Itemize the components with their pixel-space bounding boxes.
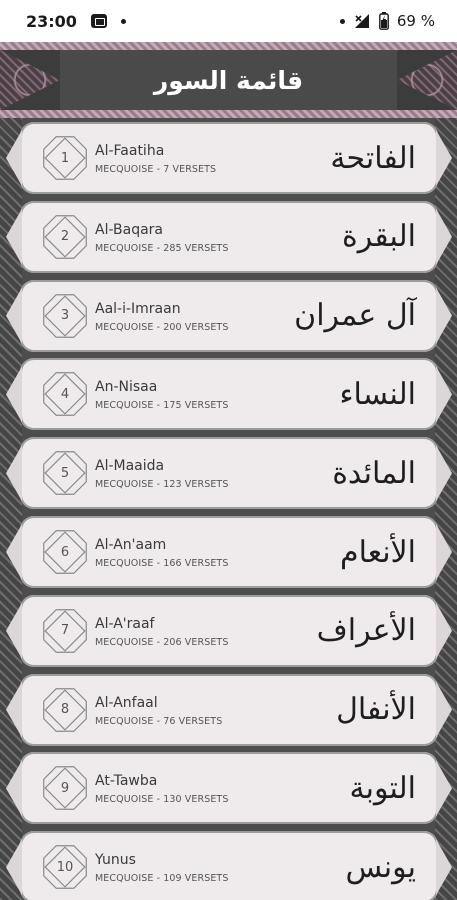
surah-meta: MECQUOISE - 206 VERSETS: [95, 636, 229, 648]
surah-transliterated-name: Al-Faatiha: [95, 143, 165, 159]
surah-number: 5: [60, 465, 70, 481]
surah-meta: MECQUOISE - 76 VERSETS: [95, 715, 223, 727]
surah-number-badge: [40, 369, 90, 419]
surah-arabic-name: المائدة: [332, 455, 416, 491]
surah-number-badge: [40, 448, 90, 498]
surah-list-item[interactable]: [20, 358, 438, 430]
status-time: 23:00: [26, 11, 77, 31]
page-title: قائمة السور: [60, 50, 397, 110]
surah-list-item[interactable]: [20, 752, 438, 824]
surah-number: 8: [60, 702, 70, 718]
surah-meta: MECQUOISE - 200 VERSETS: [95, 321, 229, 333]
surah-number: 6: [60, 544, 70, 560]
battery-percent: 69 %: [396, 12, 435, 30]
surah-number-badge: [40, 842, 90, 892]
header-ornament-right: [397, 50, 457, 110]
surah-number: 1: [60, 150, 70, 166]
surah-number-badge: [40, 606, 90, 656]
signal-icon: [353, 13, 371, 29]
surah-number: 10: [56, 859, 74, 875]
surah-meta: MECQUOISE - 130 VERSETS: [95, 794, 229, 806]
surah-meta: MECQUOISE - 123 VERSETS: [95, 479, 229, 491]
surah-list[interactable]: [0, 118, 457, 900]
surah-transliterated-name: Al-Maaida: [95, 458, 165, 475]
surah-transliterated-name: Al-A'raaf: [95, 615, 155, 632]
surah-list-item[interactable]: [20, 122, 438, 194]
surah-arabic-name: الفاتحة: [330, 140, 416, 176]
surah-transliterated-name: Al-An'aam: [95, 537, 167, 553]
surah-arabic-name: يونس: [345, 849, 416, 885]
surah-meta: MECQUOISE - 166 VERSETS: [95, 558, 229, 569]
surah-meta: MECQUOISE - 175 VERSETS: [95, 400, 229, 412]
surah-transliterated-name: At-Tawba: [95, 773, 158, 790]
surah-list-item[interactable]: [20, 831, 438, 900]
surah-list-item[interactable]: [20, 674, 438, 746]
surah-number: 7: [60, 623, 70, 639]
app-header: [0, 42, 457, 118]
surah-meta: MECQUOISE - 285 VERSETS: [95, 242, 229, 254]
surah-arabic-name: الأنفال: [336, 692, 416, 728]
header-ornament-border: [0, 110, 457, 118]
surah-arabic-name: البقرة: [342, 219, 416, 255]
surah-list-item[interactable]: [20, 201, 438, 273]
surah-number: 3: [60, 308, 70, 324]
notification-dot-icon: [121, 19, 126, 24]
status-bar: [0, 0, 457, 42]
notification-app-icon: [91, 14, 107, 28]
surah-arabic-name: آل عمران: [294, 298, 416, 334]
surah-number-badge: [40, 763, 90, 813]
surah-number-badge: [40, 685, 90, 735]
surah-list-item[interactable]: [20, 437, 438, 509]
surah-list-item[interactable]: [20, 595, 438, 667]
surah-number: 9: [60, 780, 70, 796]
surah-number: 2: [60, 229, 70, 245]
surah-number-badge: [40, 527, 90, 577]
surah-meta: MECQUOISE - 109 VERSETS: [95, 873, 229, 885]
header-ornament-left: [0, 50, 60, 110]
surah-number-badge: [40, 212, 90, 262]
surah-arabic-name: الأنعام: [340, 534, 416, 570]
surah-arabic-name: النساء: [339, 376, 416, 412]
surah-transliterated-name: An-Nisaa: [95, 379, 158, 396]
surah-transliterated-name: Al-Baqara: [95, 221, 164, 238]
header-ornament-border: [0, 42, 457, 50]
surah-number-badge: [40, 133, 90, 183]
surah-list-item[interactable]: [20, 516, 438, 588]
notification-dot-icon: [340, 19, 345, 24]
surah-arabic-name: الأعراف: [316, 613, 416, 649]
surah-arabic-name: التوبة: [349, 770, 416, 806]
battery-charging-icon: [379, 12, 389, 30]
surah-number-badge: [40, 291, 90, 341]
surah-list-item[interactable]: [20, 280, 438, 352]
status-indicators: [340, 12, 435, 30]
surah-number: 4: [60, 386, 70, 402]
surah-transliterated-name: Yunus: [95, 852, 136, 869]
surah-transliterated-name: Aal-i-Imraan: [95, 300, 181, 317]
surah-meta: MECQUOISE - 7 VERSETS: [95, 164, 217, 175]
surah-transliterated-name: Al-Anfaal: [95, 694, 158, 711]
